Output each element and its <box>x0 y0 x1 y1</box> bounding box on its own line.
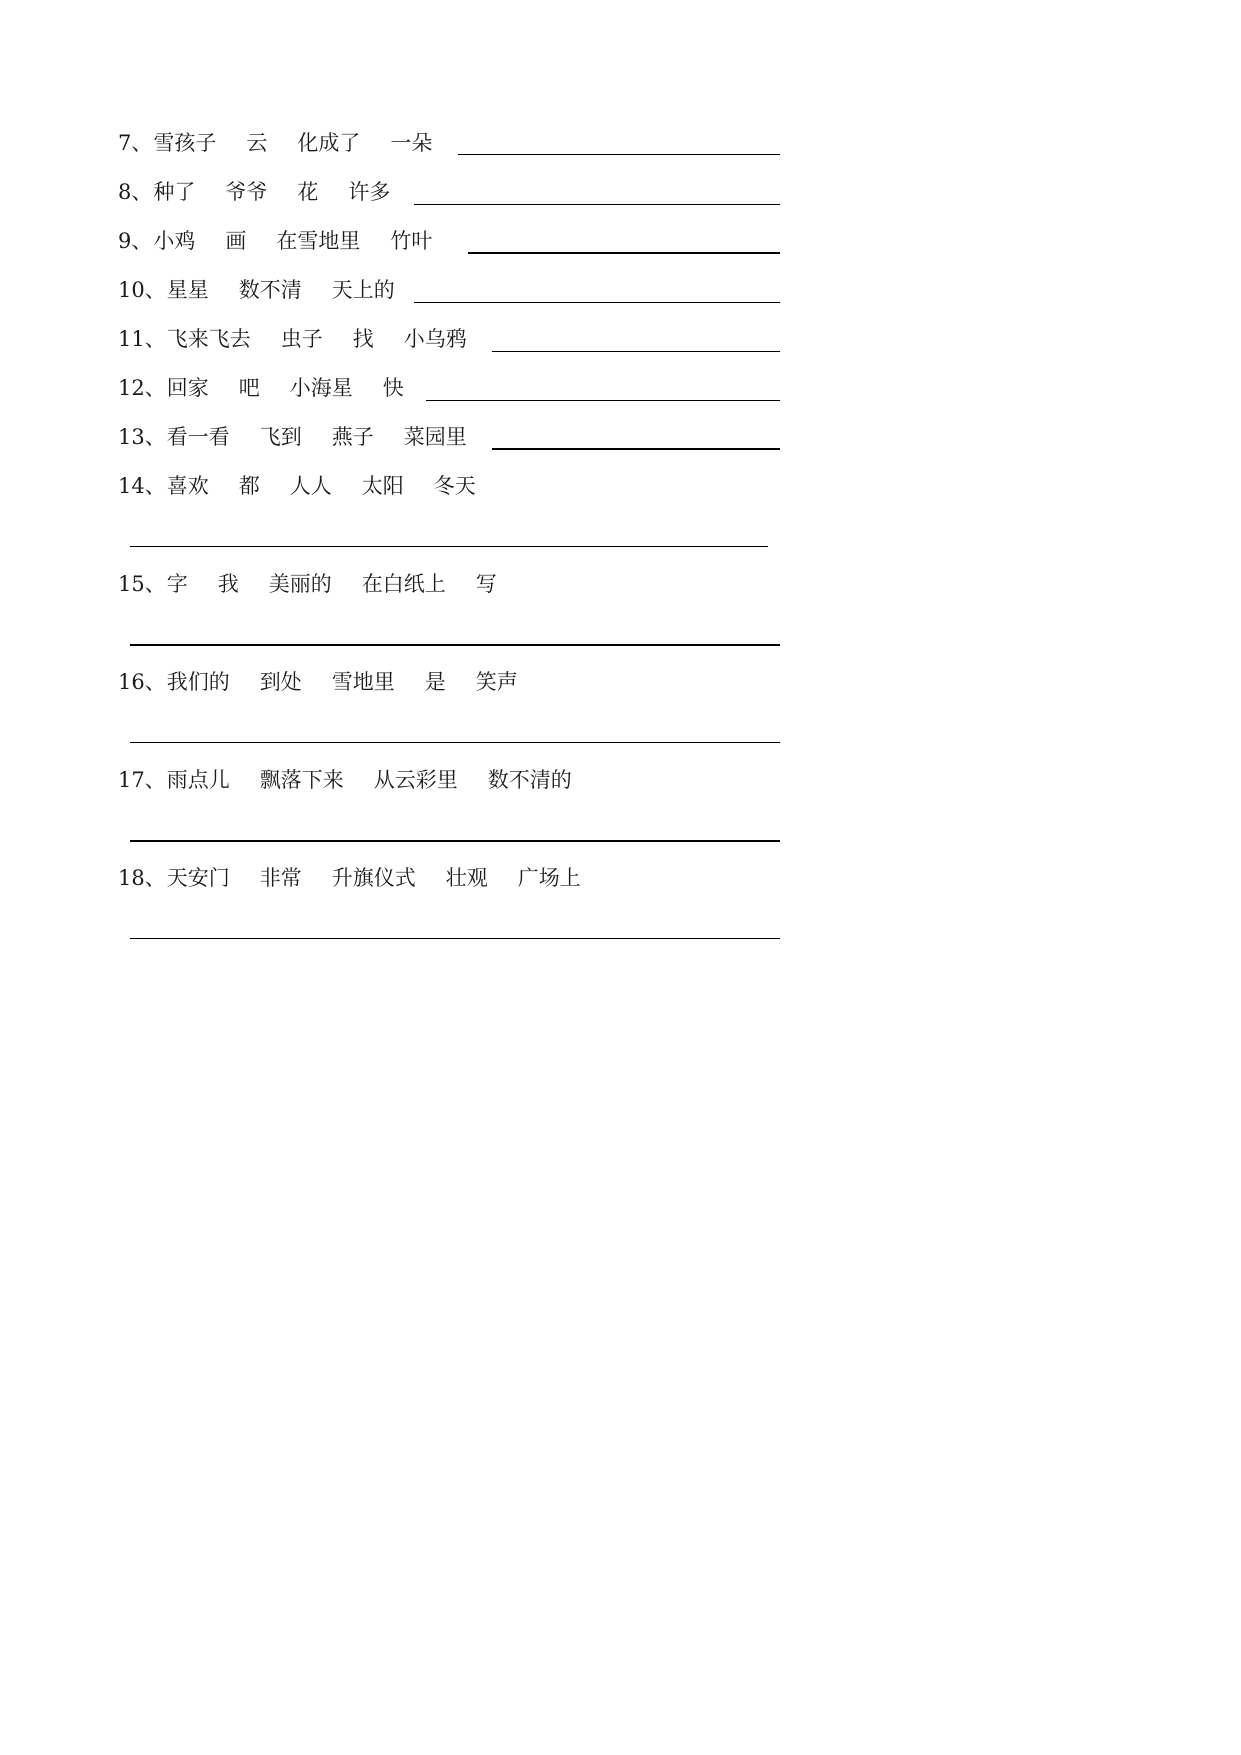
question-12 <box>118 375 404 401</box>
word: 喜欢 <box>166 474 209 498</box>
word: 是 <box>424 670 446 694</box>
word: 天安门 <box>166 866 230 890</box>
word: 冬天 <box>433 474 476 498</box>
word: 种了 <box>153 180 196 204</box>
word: 菜园里 <box>403 425 467 449</box>
word: 美丽的 <box>268 572 332 596</box>
question-16 <box>118 669 518 695</box>
question-number: 10、 <box>118 278 166 302</box>
word: 都 <box>238 474 260 498</box>
word: 吧 <box>238 376 260 400</box>
question-number: 11、 <box>118 327 166 351</box>
question-number: 9、 <box>118 229 153 253</box>
answer-line-12[interactable] <box>426 400 780 401</box>
question-10 <box>118 277 395 303</box>
question-8 <box>118 179 390 205</box>
answer-line-8[interactable] <box>414 204 780 205</box>
word: 从云彩里 <box>373 768 458 792</box>
question-number: 16、 <box>118 670 166 694</box>
word: 化成了 <box>297 131 361 155</box>
word: 燕子 <box>331 425 374 449</box>
word: 太阳 <box>361 474 404 498</box>
word: 到处 <box>259 670 302 694</box>
word: 广场上 <box>517 866 581 890</box>
question-14 <box>118 473 476 499</box>
question-number: 13、 <box>118 425 166 449</box>
word: 小海星 <box>289 376 353 400</box>
question-7 <box>118 130 432 156</box>
word: 虫子 <box>280 327 323 351</box>
word: 小乌鸦 <box>403 327 467 351</box>
word: 花 <box>297 180 319 204</box>
word: 在白纸上 <box>361 572 446 596</box>
word: 爷爷 <box>225 180 268 204</box>
word: 字 <box>166 572 188 596</box>
word: 写 <box>475 572 497 596</box>
answer-line-10[interactable] <box>414 302 780 303</box>
word: 回家 <box>166 376 209 400</box>
word: 飞到 <box>259 425 302 449</box>
question-13 <box>118 424 467 450</box>
word: 小鸡 <box>153 229 196 253</box>
word: 笑声 <box>475 670 518 694</box>
word: 壮观 <box>445 866 488 890</box>
question-number: 8、 <box>118 180 153 204</box>
word: 找 <box>352 327 374 351</box>
question-number: 7、 <box>118 131 153 155</box>
word: 快 <box>382 376 404 400</box>
question-11 <box>118 326 467 352</box>
word: 星星 <box>166 278 209 302</box>
question-number: 12、 <box>118 376 166 400</box>
word: 在雪地里 <box>276 229 361 253</box>
question-number: 17、 <box>118 768 166 792</box>
answer-line-7[interactable] <box>458 154 780 155</box>
question-number: 15、 <box>118 572 166 596</box>
question-17 <box>118 767 572 793</box>
answer-line-17[interactable] <box>130 840 780 842</box>
word: 我们的 <box>166 670 230 694</box>
word: 升旗仪式 <box>331 866 416 890</box>
word: 雪地里 <box>331 670 395 694</box>
answer-line-16[interactable] <box>130 742 780 743</box>
word: 雨点儿 <box>166 768 230 792</box>
answer-line-13[interactable] <box>492 448 780 450</box>
word: 一朵 <box>390 131 433 155</box>
word: 天上的 <box>331 278 395 302</box>
word: 我 <box>217 572 239 596</box>
word: 数不清 <box>238 278 302 302</box>
question-9 <box>118 228 432 254</box>
answer-line-11[interactable] <box>492 351 780 352</box>
word: 竹叶 <box>390 229 433 253</box>
word: 数不清的 <box>487 768 572 792</box>
word: 人人 <box>289 474 332 498</box>
answer-line-14[interactable] <box>130 546 768 547</box>
word: 云 <box>246 131 268 155</box>
word: 雪孩子 <box>153 131 217 155</box>
answer-line-15[interactable] <box>130 644 780 646</box>
question-15 <box>118 571 497 597</box>
question-number: 14、 <box>118 474 166 498</box>
question-18 <box>118 865 581 891</box>
word: 看一看 <box>166 425 230 449</box>
word: 飘落下来 <box>259 768 344 792</box>
answer-line-18[interactable] <box>130 938 780 939</box>
word: 画 <box>225 229 247 253</box>
word: 飞来飞去 <box>166 327 251 351</box>
answer-line-9[interactable] <box>468 252 780 254</box>
word: 非常 <box>259 866 302 890</box>
question-number: 18、 <box>118 866 166 890</box>
word: 许多 <box>348 180 391 204</box>
